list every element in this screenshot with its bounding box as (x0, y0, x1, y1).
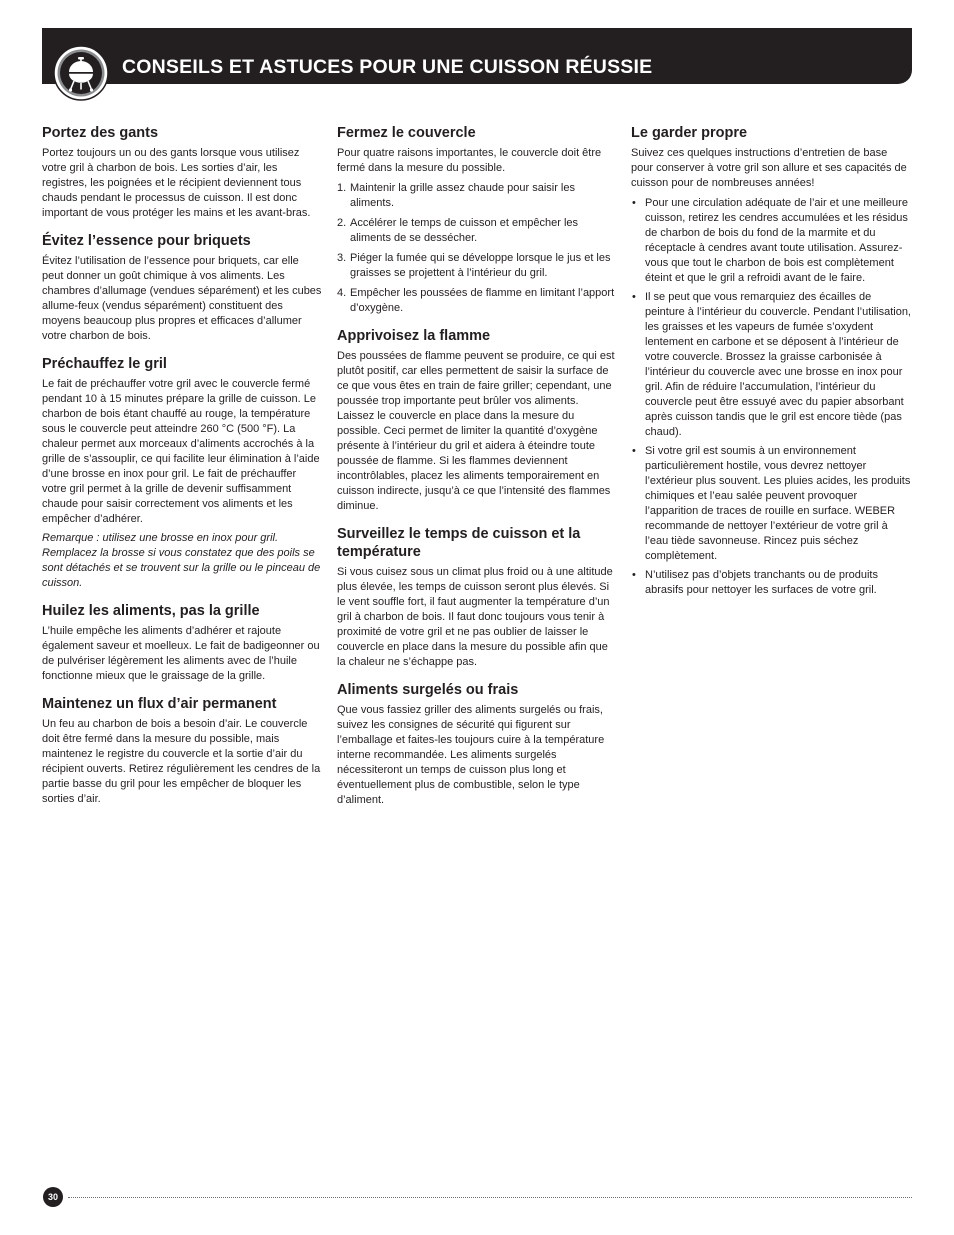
section-heading: Surveillez le temps de cuisson et la température (337, 526, 581, 560)
section-heading: Maintenez un flux d’air permanent (42, 696, 277, 712)
section-huilez-les-aliments (42, 602, 323, 684)
column-1 (42, 124, 323, 818)
kettle-grill-icon (53, 45, 109, 101)
page-title: CONSEILS ET ASTUCES POUR UNE CUISSON RÉUSSIE (122, 56, 653, 78)
list-item: • Si votre gril est soumis à un environnement particulièrement hostile, vous devrez nettoyer l’extérieur plus souvent. Les pluies acides, les produits chimiques et l’eau salée peuvent provoquer l’apparition de traces de rouille en surface. WEBER recommande de nettoyer l’extérieur de votre gril à l’eau tiède savonneuse. Rincez puis séchez complètement. (631, 444, 912, 564)
footer-divider (68, 1197, 912, 1198)
section-portez-des-gants (42, 124, 323, 221)
numbered-list (337, 181, 618, 316)
list-item-text: Maintenir la grille assez chaude pour saisir les aliments. (350, 182, 575, 209)
section-body: Pour quatre raisons importantes, le couvercle doit être fermé dans la mesure du possible. (337, 147, 602, 174)
section-prechauffez-le-gril (42, 355, 323, 591)
list-item-text: Accélérer le temps de cuisson et empêcher les aliments de se dessécher. (350, 217, 579, 244)
section-body: Des poussées de flamme peuvent se produire, ce qui est plutôt positif, car elles permettent de saisir la surface de ce que vous êtes en train de faire griller; cependant, une poussée trop importante peut brûler vos aliments. Laissez le couvercle en place dans la mesure du possible. Ceci permet de limiter la quantité d’oxygène présente à l’intérieur du gril et aidera à éteindre toute poussée de flamme. Si les flammes deviennent incontrôlables, placez les aliments temporairement en cuisson indirecte, jusqu’à ce que l’intensité des flammes diminue. (337, 350, 615, 512)
section-body: Suivez ces quelques instructions d’entretien de base pour conserver à votre gril son allure et ses capacités de cuisson pour de nombreuses années! (631, 147, 907, 189)
section-fermez-le-couvercle (337, 124, 618, 316)
section-flux-d-air (42, 695, 323, 807)
section-body: Évitez l’utilisation de l’essence pour briquets, car elle peut donner un goût chimique à vos aliments. Les chambres d’allumage (vendues séparément) et les cubes allume-feux (vendus séparément) constituent des moyens beaucoup plus propres et efficaces d’allumer votre charbon de bois. (42, 255, 322, 342)
list-item-number: 3. (337, 252, 347, 264)
section-evitez-essence (42, 232, 323, 344)
list-item (337, 181, 618, 211)
section-heading: Apprivoisez la flamme (337, 328, 491, 344)
section-surveillez-le-temps (337, 525, 618, 670)
header-bar (42, 28, 912, 84)
section-aliments-surgeles (337, 681, 618, 808)
section-heading: Aliments surgelés ou frais (337, 682, 519, 698)
section-body: Portez toujours un ou des gants lorsque vous utilisez votre gril à charbon de bois. Les sorties d’air, les registres, les poignées et le récipient deviennent tous chauds pendant le processus de cuisson. Il est donc important de vous protéger les mains et les avant-bras. (42, 147, 311, 219)
section-body: L’huile empêche les aliments d’adhérer et rajoute également saveur et moelleux. Le fait de badigeonner ou de pulvériser légèrement les aliments avec de l’huile fonctionne mieux que le graissage de la grille. (42, 625, 320, 682)
section-body: Un feu au charbon de bois a besoin d’air. Le couvercle doit être fermé dans la mesure du possible, mais maintenez le registre du couvercle et la sortie d’air du récipient ouverts. Retirez régulièrement les cendres de la partie basse du gril pour les empêcher de bloquer les sorties d’air. (42, 718, 321, 805)
bullet-list (631, 196, 912, 598)
list-item (337, 286, 618, 316)
list-item: • Pour une circulation adéquate de l’air et une meilleure cuisson, retirez les cendres accumulées et les résidus de charbon de bois du fond de la marmite et du réceptacle à cendres avant toute utilisation. Assurez-vous que tout le charbon de bois est complètement éteint et que le gril a refroidi avant de le faire. (631, 196, 912, 286)
section-body: Si vous cuisez sous un climat plus froid ou à une altitude plus élevée, les temps de cuisson seront plus élevés. Si le vent souffle fort, il faut augmenter la température d’un gril à charbon de bois. Il faut donc toujours vous tenir à proximité de votre gril et ne pas oublier de laisser le couvercle en place dans la mesure du possible afin que la chaleur ne s’échappe pas. (337, 566, 613, 668)
section-heading: Huilez les aliments, pas la grille (42, 603, 260, 619)
page-number: 30 (43, 1187, 63, 1207)
section-heading: Portez des gants (42, 125, 159, 141)
column-2 (337, 124, 618, 819)
list-item-number: 1. (337, 182, 347, 194)
section-apprivoisez-la-flamme (337, 327, 618, 514)
section-heading: Préchauffez le gril (42, 356, 167, 372)
list-item-number: 2. (337, 217, 347, 229)
section-heading: Fermez le couvercle (337, 125, 476, 141)
list-item-text: Empêcher les poussées de flamme en limitant l’apport d’oxygène. (350, 287, 615, 314)
section-heading: Évitez l’essence pour briquets (42, 233, 251, 249)
list-item (337, 216, 618, 246)
list-item: • Il se peut que vous remarquiez des écailles de peinture à l’intérieur du couvercle. Pendant l’utilisation, les graisses et les vapeurs de fumée s’oxydent lentement en carbone et se déposent à l’intérieur de votre couvercle. Brossez la graisse carbonisée à l’intérieur du couvercle avec une brosse en inox pour gril. Afin de réduire l’accumulation, l’intérieur du couvercle peut être essuyé avec du papier absorbant après cuisson tandis que le gril est encore tiède (pas chaud). (631, 290, 912, 440)
list-item-text: Piéger la fumée qui se développe lorsque le jus et les graisses se projettent à l’intérieur du gril. (350, 252, 611, 279)
column-3 (631, 124, 912, 609)
section-le-garder-propre (631, 124, 912, 598)
list-item-number: 4. (337, 287, 347, 299)
section-note: Remarque : utilisez une brosse en inox pour gril. Remplacez la brosse si vous constatez que des poils se sont détachés et se trouvent sur la grille ou le pinceau de cuisson. (42, 532, 321, 589)
list-item: • N’utilisez pas d’objets tranchants ou de produits abrasifs pour nettoyer les surfaces de votre gril. (631, 568, 912, 598)
list-item (337, 251, 618, 281)
section-body: Le fait de préchauffer votre gril avec le couvercle fermé pendant 10 à 15 minutes prépare la grille de cuisson. Le charbon de bois étant chauffé au rouge, la température sous le couvercle peut atteindre 260 °C (500 °F). La chaleur permet aux morceaux d’aliments accrochés à la grille de s’assouplir, ce qui facilite leur élimination à l’aide d’une brosse en inox pour gril. Le fait de préchauffer votre gril permet à la grille de devenir suffisamment chaude pour saisir correctement vos aliments et les empêcher d’adhérer. (42, 378, 320, 525)
section-body: Que vous fassiez griller des aliments surgelés ou frais, suivez les consignes de sécurité qui figurent sur l’emballage et faites-les toujours cuire à la température interne recommandée. Les aliments surgelés nécessiteront un temps de cuisson plus long et éventuellement plus de combustible, selon le type d’aliment. (337, 704, 605, 806)
section-heading: Le garder propre (631, 125, 748, 141)
